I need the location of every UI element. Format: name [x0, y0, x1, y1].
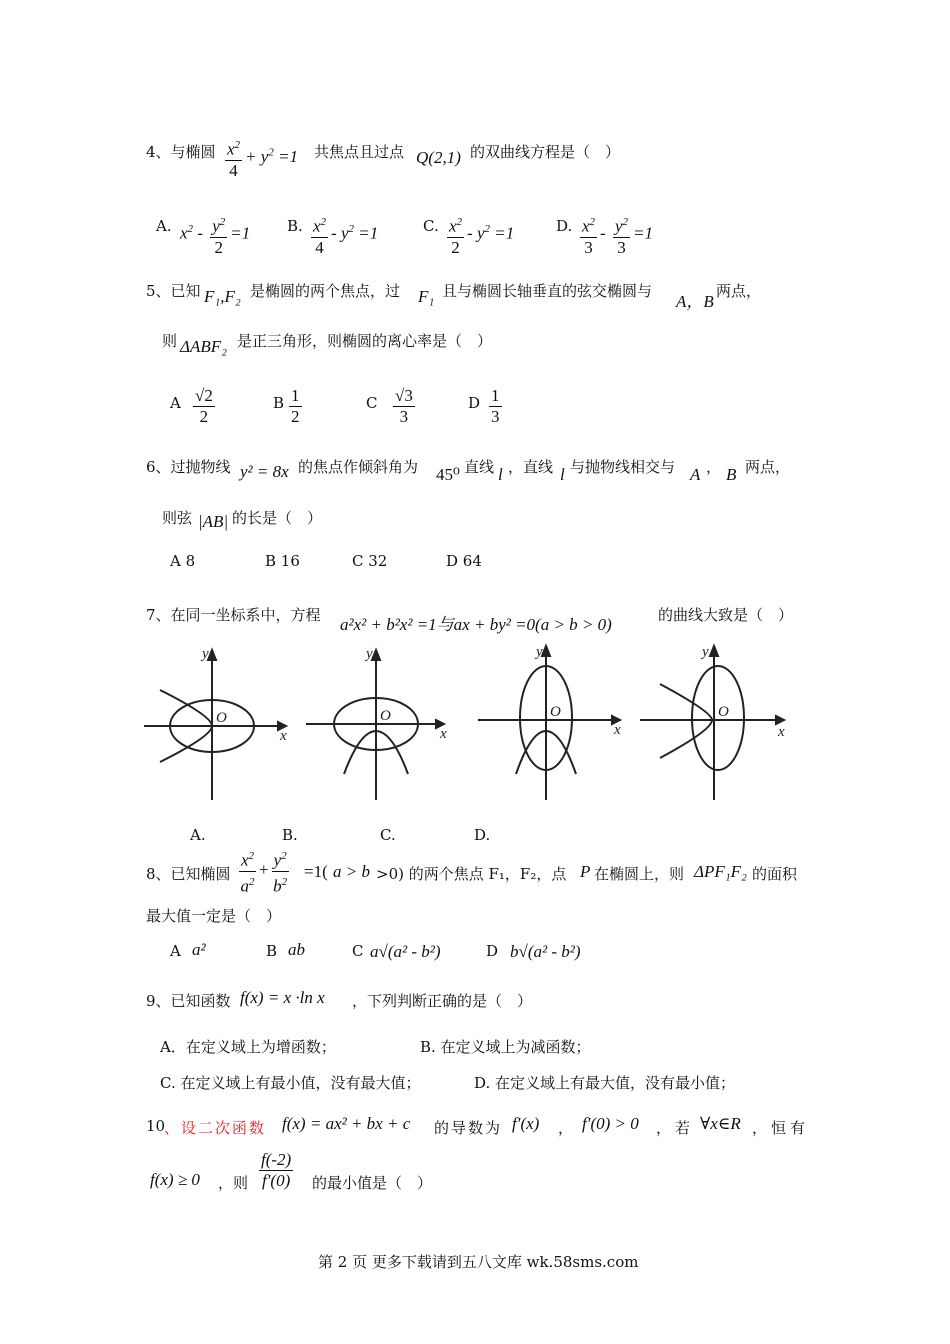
q4-option-b-expr: $\frac{x^2}{4}$ - $y^2 =1$ — [308, 212, 378, 258]
q8-option-d-val: b√(a² - b²) — [510, 942, 581, 961]
q9-stem-b: ，下列判断正确的是（ ） — [352, 992, 533, 1010]
q5-line1-a: 5、已知 — [146, 282, 201, 300]
q5-triangle: ΔABF₂ — [180, 337, 228, 356]
q7-option-b: B. — [282, 826, 298, 844]
graph-a-y-label: y — [202, 646, 209, 662]
graph-c-origin: O — [550, 704, 561, 720]
q6-l1: l — [498, 465, 503, 484]
q8-ellipse-tail: =1( — [304, 862, 328, 881]
q6-option-d: D 64 — [446, 552, 482, 570]
q6-l2: l — [560, 465, 565, 484]
q6-option-c: C 32 — [352, 552, 388, 570]
q9-option-d: D. 在定义域上有最大值，没有最小值； — [474, 1074, 736, 1092]
q5-line2-a: 则 — [162, 332, 178, 350]
q6-line1-b: 的焦点作倾斜角为 — [298, 458, 419, 476]
q8-option-a-val: a² — [192, 940, 206, 959]
q8-option-a: A — [170, 942, 181, 960]
q8-line1-a: 8、已知椭圆 — [146, 865, 231, 883]
q10-t4: ，恒有 — [752, 1119, 810, 1137]
q6-point-b: B — [726, 465, 737, 484]
q5-f1: F₁ — [418, 287, 435, 306]
q9-stem-a: 9、已知函数 — [146, 992, 231, 1010]
graph-b-y-label: y — [366, 646, 373, 662]
graph-b-y-arrow — [372, 650, 380, 660]
q9-option-b: B. 在定义域上为减函数； — [420, 1038, 591, 1056]
q5-line1-c: 且与椭圆长轴垂直的弦交椭圆与 — [442, 282, 653, 300]
q7-option-d: D. — [474, 826, 491, 844]
q9-function: f(x) = x ·ln x — [240, 988, 325, 1007]
q5-option-b-val: $\frac{1}{2}$ — [291, 386, 300, 426]
q5-line2-b: 是正三角形，则椭圆的离心率是（ ） — [237, 332, 493, 350]
graph-a-origin: O — [216, 710, 227, 726]
q8-option-b: B — [266, 942, 278, 960]
q6-point-a: A — [690, 465, 701, 484]
q8-ellipse: $\frac{x^2}{a^2}$ + $\frac{y^2}{b^2}$ — [236, 846, 292, 896]
q7-option-c: C. — [380, 826, 396, 844]
q6-line2-a: 则弦 — [162, 509, 193, 527]
graph-b-x-label: x — [440, 726, 447, 742]
q10-ratio: $\frac{f(-2)}{f'(0)}$ — [261, 1150, 292, 1190]
graph-c — [478, 646, 620, 800]
q6-line1-c: 直线 — [464, 458, 495, 476]
q5-foci: F₁,F₂ — [204, 287, 241, 306]
q4-option-a-expr: $x^2$ - $\frac{y^2}{2}$ =1 — [180, 212, 250, 258]
q4-point: Q(2,1) — [416, 148, 461, 167]
q8-point-p: P — [580, 862, 591, 881]
q10-t3: ，若 — [656, 1119, 695, 1137]
graph-d-x-arrow — [776, 716, 784, 724]
graph-c-x-label: x — [614, 722, 621, 738]
q5-option-c-val: $\frac{√3}{3}$ — [395, 386, 413, 426]
q4-ellipse-eq: $\frac{x^2}{4}$ + $y^2 =1$ — [222, 135, 298, 181]
q8-condition: a > b — [333, 862, 370, 881]
q6-line1-a: 6、过抛物线 — [146, 458, 231, 476]
q10-line2-a: f(x) ≥ 0 — [150, 1170, 200, 1189]
q8-option-d: D — [486, 942, 499, 960]
q10-t1: 的导数为 — [434, 1119, 503, 1137]
q4-option-d: D. — [556, 217, 573, 235]
q10-condition: f′(0) > 0 — [582, 1114, 639, 1133]
graph-d — [640, 646, 784, 800]
q4-stem: 4、与椭圆 — [146, 143, 216, 161]
q10-forall: ∀x∈R — [700, 1114, 741, 1133]
graph-d-y-arrow — [710, 646, 718, 656]
q6-chord: |AB| — [198, 512, 229, 531]
q6-line1-d: ，直线 — [508, 458, 554, 476]
graph-a — [144, 650, 286, 800]
q5-option-c: C — [366, 394, 378, 412]
graph-b-origin: O — [380, 708, 391, 724]
q10-function: f(x) = ax² + bx + c — [282, 1114, 411, 1133]
q4-option-b: B. — [287, 217, 303, 235]
q8-condition-tail: >0) 的两个焦点 F₁，F₂，点 — [376, 865, 567, 883]
q8-line1-c: 的面积 — [752, 865, 798, 883]
q5-line1-d: 两点， — [716, 282, 762, 300]
q7-option-a: A. — [190, 826, 206, 844]
q6-line1-e: 与抛物线相交与 — [570, 458, 676, 476]
q8-option-b-val: ab — [288, 940, 305, 959]
q10-red-text: 、设二次函数 — [164, 1119, 267, 1137]
q10-line2-c: 的最小值是（ ） — [312, 1174, 433, 1192]
q4-option-a: A. — [156, 217, 172, 235]
q5-option-a: A — [170, 394, 181, 412]
q10-derivative: f′(x) — [512, 1114, 540, 1133]
q5-option-a-val: $\frac{√2}{2}$ — [195, 386, 213, 426]
graph-a-y-arrow — [208, 650, 216, 660]
q4-stem-b: 共焦点且过点 — [314, 143, 405, 161]
q9-option-c: C. 在定义域上有最小值，没有最大值； — [160, 1074, 421, 1092]
q10-line2-b: ，则 — [218, 1174, 249, 1192]
q5-option-d: D — [468, 394, 481, 412]
q7-equation: a²x² + b²x² =1与ax + by² =0(a > b > 0) — [340, 615, 612, 634]
q10-t2: ， — [558, 1119, 574, 1137]
q8-triangle: ΔPF₁F₂ — [694, 862, 747, 881]
graph-d-y-label: y — [702, 644, 709, 660]
q6-angle: 45⁰ — [436, 465, 460, 484]
q4-option-c: C. — [423, 217, 439, 235]
graph-d-x-label: x — [778, 724, 785, 740]
q5-ab: A，B — [676, 292, 714, 311]
q6-parabola: y² = 8x — [240, 462, 289, 481]
graph-c-y-arrow — [542, 646, 550, 656]
graph-a-x-label: x — [280, 728, 287, 744]
q6-option-a: A 8 — [170, 552, 196, 570]
q6-comma: ， — [706, 458, 722, 476]
q10-number: 10 — [146, 1117, 166, 1135]
q8-line2: 最大值一定是（ ） — [146, 907, 282, 925]
q8-option-c: C — [352, 942, 364, 960]
q5-option-b: B — [273, 394, 285, 412]
graph-c-y-label: y — [536, 644, 543, 660]
q8-option-c-val: a√(a² - b²) — [370, 942, 441, 961]
q4-option-c-expr: $\frac{x^2}{2}$ - $y^2 =1$ — [444, 212, 514, 258]
q8-line1-b: 在椭圆上，则 — [594, 865, 685, 883]
graph-d-origin: O — [718, 704, 729, 720]
graph-b — [306, 650, 444, 800]
q5-option-d-val: $\frac{1}{3}$ — [491, 386, 500, 426]
q6-line2-b: 的长是（ ） — [232, 509, 323, 527]
q7-stem-b: 的曲线大致是（ ） — [658, 606, 794, 624]
q6-option-b: B 16 — [265, 552, 300, 570]
q4-stem-c: 的双曲线方程是（ ） — [470, 143, 621, 161]
q6-line1-f: 两点， — [745, 458, 791, 476]
q5-line1-b: 是椭圆的两个焦点，过 — [250, 282, 401, 300]
q4-option-d-expr: $\frac{x^2}{3}$ - $\frac{y^2}{3}$ =1 — [577, 212, 653, 258]
q7-stem-a: 7、在同一坐标系中，方程 — [146, 606, 321, 624]
q7-graphs — [140, 640, 800, 810]
page-footer: 第 2 页 更多下载请到五八文库 wk.58sms.com — [318, 1253, 639, 1271]
q9-option-a: A．在定义域上为增函数； — [160, 1038, 336, 1056]
